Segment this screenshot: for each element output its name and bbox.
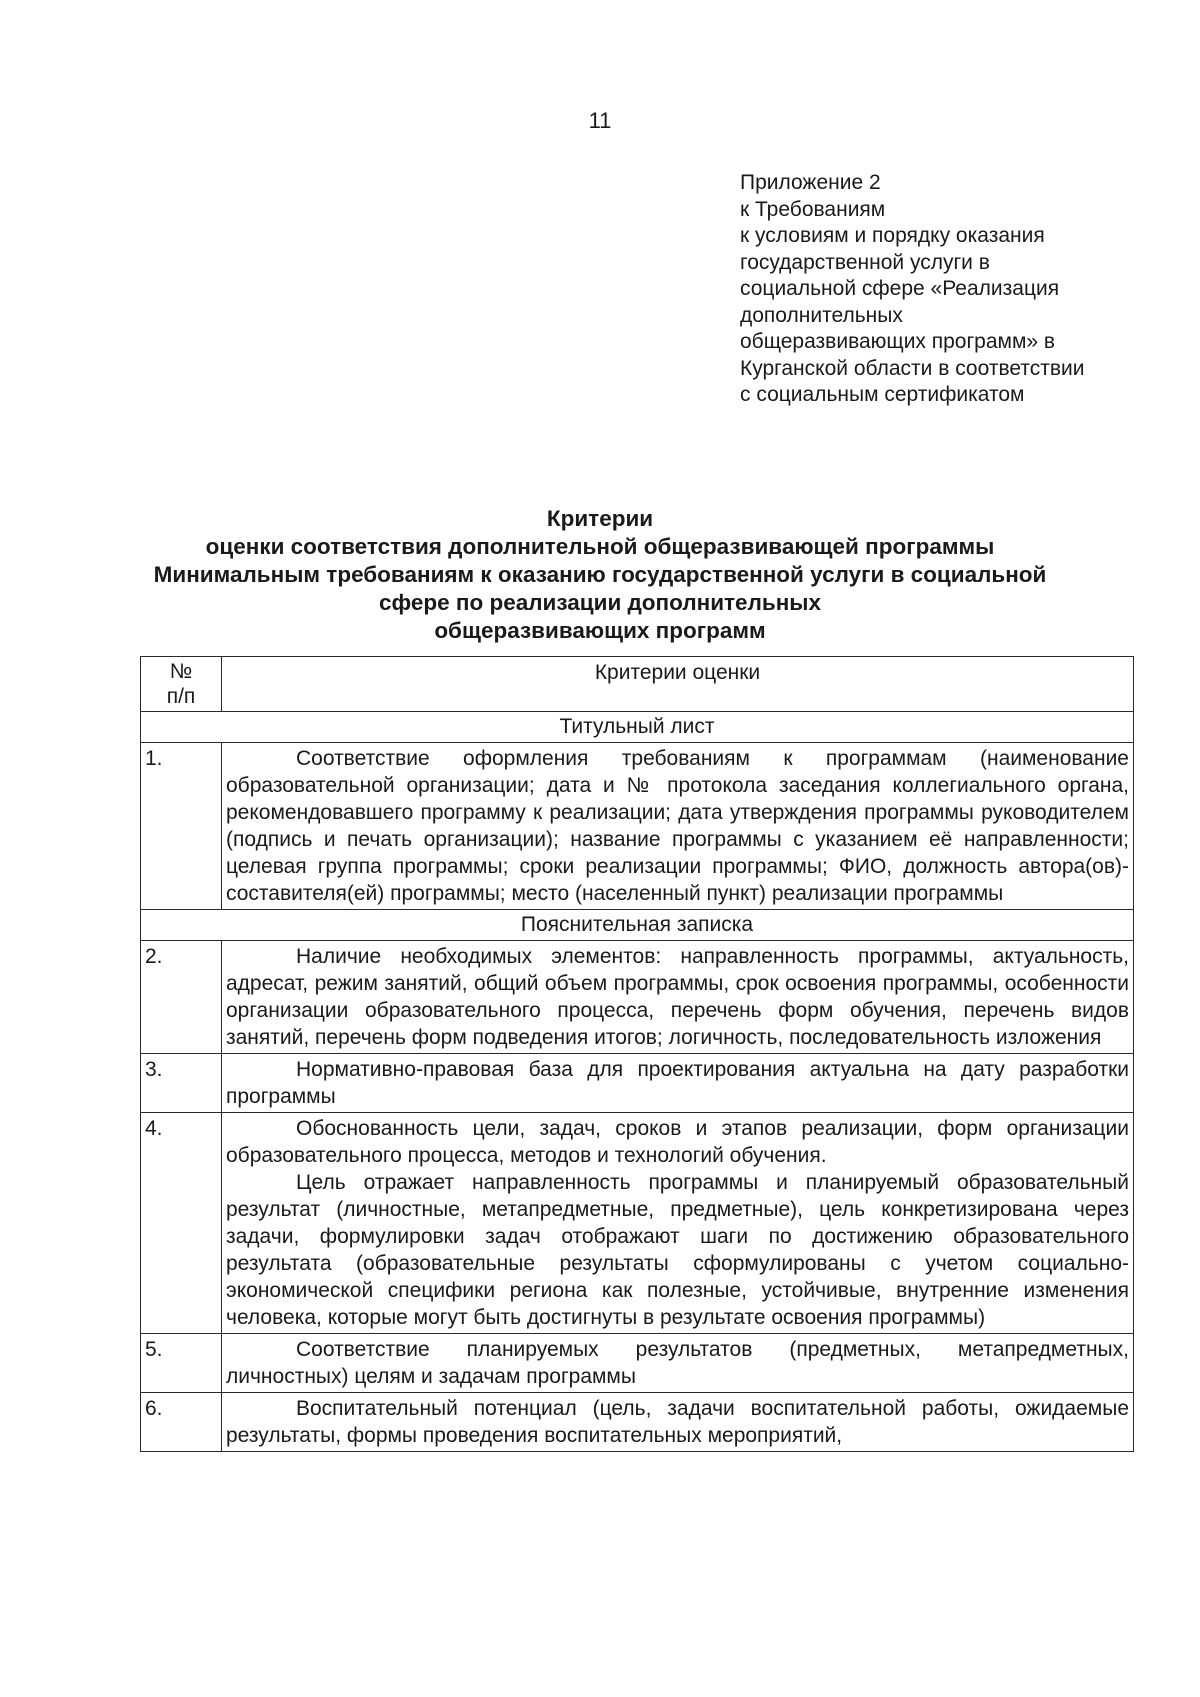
document-title <box>0 505 1200 645</box>
section-row <box>141 910 1134 941</box>
row-number: 3. <box>141 1054 222 1113</box>
row-criterion <box>222 1334 1134 1393</box>
annex-line: к условиям и порядку оказания <box>740 224 1045 247</box>
row-criterion <box>222 941 1134 1054</box>
table-row <box>141 1393 1134 1452</box>
row-number: 2. <box>141 941 222 1054</box>
table-row <box>141 743 1134 910</box>
num-header-line: п/п <box>166 685 196 708</box>
section-row <box>141 712 1134 743</box>
title-line: оценки соответствия дополнительной общеразвивающей программы <box>205 534 995 559</box>
num-column-header <box>141 657 222 712</box>
row-criterion <box>222 1393 1134 1452</box>
num-header-line: № <box>169 660 193 683</box>
criterion-paragraph: Нормативно-правовая база для проектирования актуальна на дату разработки программы <box>226 1058 1129 1108</box>
annex-line: дополнительных <box>740 303 903 327</box>
criterion-paragraph: Цель отражает направленность программы и планируемый образовательный результат (личностные, метапредметные, предметные), цель конкретизирована через задачи, формулировки задач отображают шаги по достижению образовательного результата (образовательные результаты сформулированы с учетом социально-экономической специфики региона как полезные, устойчивые, внутренние изменения человека, которые могут быть достигнуты в результате освоения программы) <box>226 1171 1129 1329</box>
row-number: 1. <box>141 743 222 910</box>
row-criterion <box>222 1054 1134 1113</box>
criterion-paragraph: Обоснованность цели, задач, сроков и этапов реализации, форм организации образовательного процесса, методов и технологий обучения. <box>226 1117 1129 1167</box>
criterion-paragraph: Воспитательный потенциал (цель, задачи воспитательной работы, ожидаемые результаты, формы проведения воспитательных мероприятий, <box>226 1397 1129 1447</box>
page-number: 11 <box>588 108 612 133</box>
row-criterion <box>222 743 1134 910</box>
annex-header <box>740 170 1160 409</box>
row-number: 6. <box>141 1393 222 1452</box>
criterion-paragraph: Наличие необходимых элементов: направленность программы, актуальность, адресат, режим занятий, общий объем программы, срок освоения программы, особенности организации образовательного процесса, перечень форм обучения, перечень видов занятий, перечень форм подведения итогов; логичность, последовательность изложения <box>226 945 1129 1049</box>
criterion-paragraph: Соответствие планируемых результатов (предметных, метапредметных, личностных) целям и задачам программы <box>226 1338 1129 1388</box>
annex-line: к Требованиям <box>740 197 886 221</box>
table-header-row <box>141 657 1134 712</box>
table-row <box>141 1054 1134 1113</box>
criteria-table <box>140 656 1134 1452</box>
title-line: Минимальным требованиям к оказанию государственной услуги в социальной <box>153 562 1047 587</box>
annex-line: социальной сфере «Реализация <box>740 277 1060 300</box>
title-line: общеразвивающих программ <box>434 618 766 643</box>
annex-line: общеразвивающих программ» в <box>740 330 1056 353</box>
row-number: 5. <box>141 1334 222 1393</box>
table-row <box>141 1113 1134 1334</box>
criteria-column-header: Критерии оценки <box>222 657 1134 712</box>
title-line: Критерии <box>546 506 654 531</box>
annex-line: Приложение 2 <box>740 171 881 194</box>
criterion-paragraph: Соответствие оформления требованиям к программам (наименование образовательной организации; дата и № протокола заседания коллегиального органа, рекомендовавшего программу к реализации; дата утверждения программы руководителем (подпись и печать организации); название программы с указанием её направленности; целевая группа программы; сроки реализации программы; ФИО, должность автора(ов)-составителя(ей) программы; место (населенный пункт) реализации программы <box>226 747 1129 905</box>
annex-line: Курганской области в соответствии <box>740 356 1085 380</box>
title-line: сфере по реализации дополнительных <box>378 590 822 615</box>
annex-line: с социальным сертификатом <box>740 383 1025 406</box>
row-number: 4. <box>141 1113 222 1334</box>
table-row <box>141 941 1134 1054</box>
annex-line: государственной услуги в <box>740 250 990 274</box>
section-title: Пояснительная записка <box>141 910 1134 941</box>
row-criterion <box>222 1113 1134 1334</box>
section-title: Титульный лист <box>141 712 1134 743</box>
table-row <box>141 1334 1134 1393</box>
